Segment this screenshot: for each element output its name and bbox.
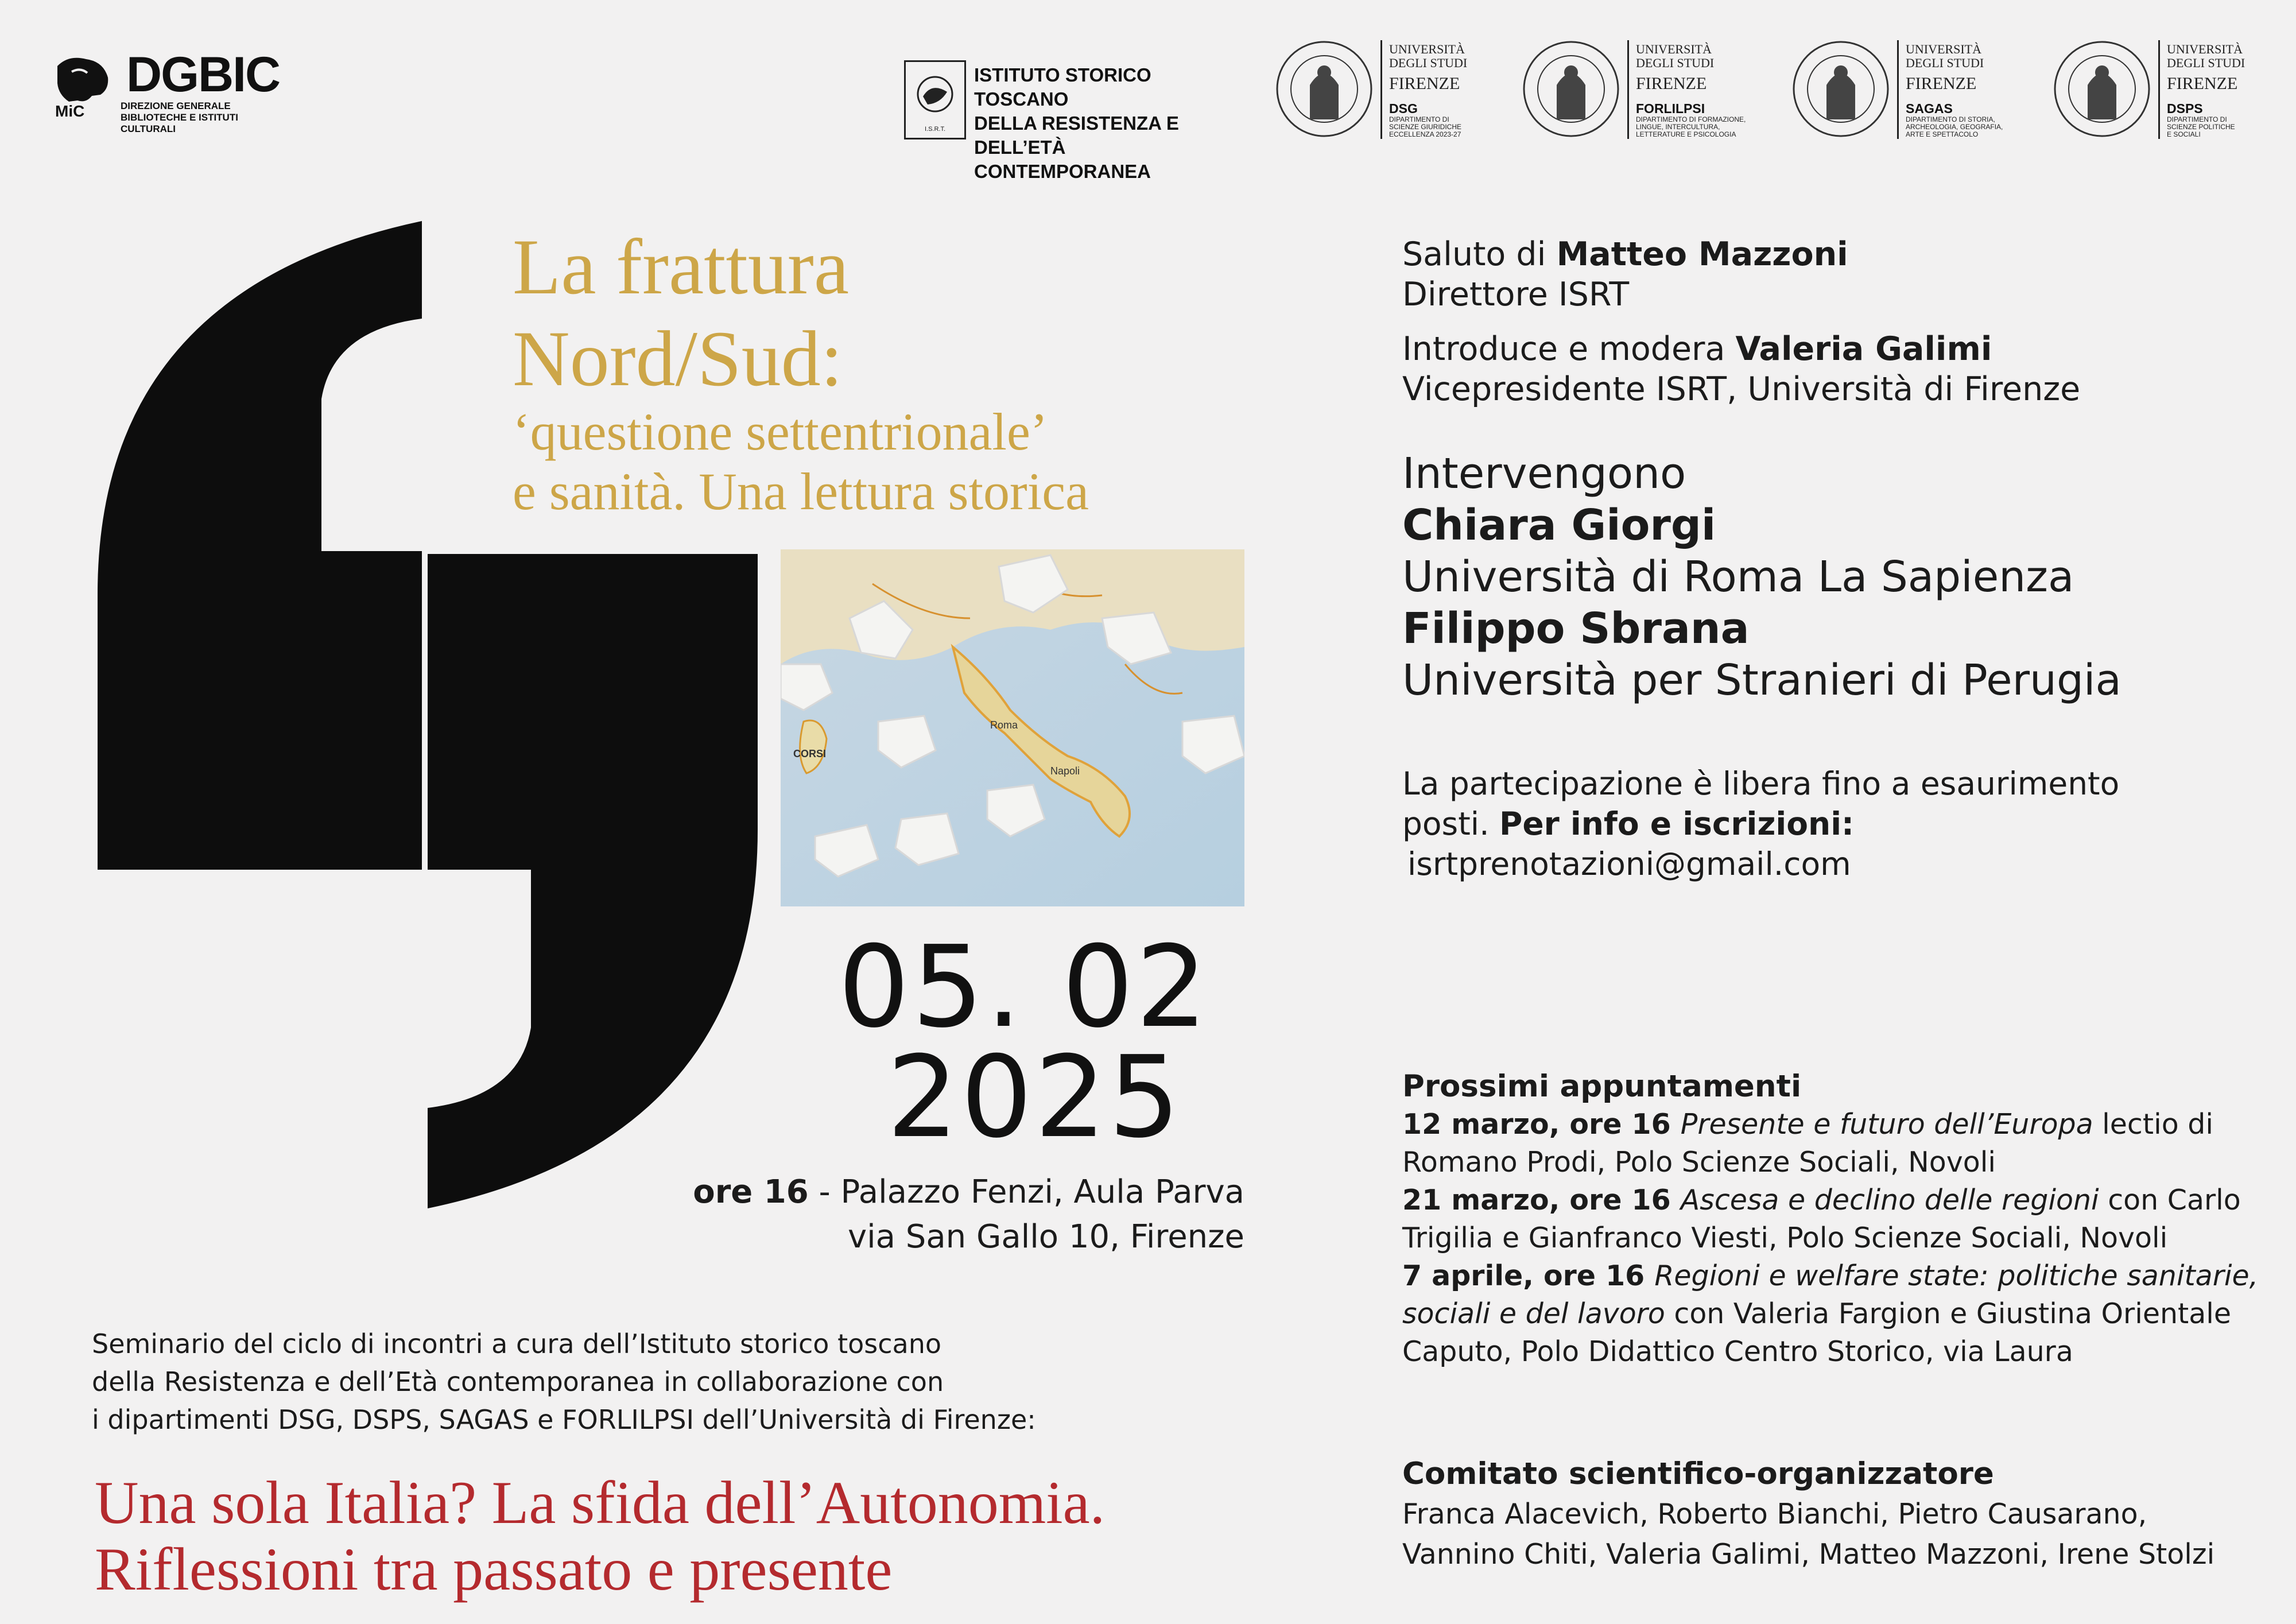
mic-lion-icon bbox=[52, 55, 112, 121]
unifi-city: FIRENZE bbox=[1906, 74, 1977, 93]
dgbic-subtitle: DIREZIONE GENERALE BIBLIOTECHE E ISTITUTI CULTURALI bbox=[121, 100, 238, 134]
speaker-affiliation: Università di Roma La Sapienza bbox=[1402, 552, 2074, 602]
unifi-seal-icon bbox=[2052, 39, 2152, 139]
unifi-city: FIRENZE bbox=[2167, 74, 2238, 93]
event-year: 2025 bbox=[887, 1032, 1182, 1163]
svg-text:I.S.R.T.: I.S.R.T. bbox=[924, 126, 946, 133]
upcoming-events: Prossimi appuntamenti 12 marzo, ore 16 Presente e futuro dell’Europa lectio di Romano Prodi, Polo Scienze Sociali, Novoli 21 marzo, ore 16 Ascesa e declino delle regioni con Carlo Trigilia e Gianfranco Viesti, Polo Scienze Sociali, Novoli 7 aprile, ore 16 Regioni e welfare state: politiche sanitarie, sociali e del lavoro con Valeria Fargion e Giustina Orientale Caputo, Polo Didattico Centro Storico, via Laura bbox=[1402, 1069, 2259, 1368]
welcome-speaker: Saluto di Matteo Mazzoni Direttore ISRT bbox=[1402, 235, 1848, 313]
upcoming-heading: Prossimi appuntamenti bbox=[1402, 1069, 1802, 1104]
dept-code: DSPS bbox=[2167, 101, 2203, 116]
svg-text:CORSI: CORSI bbox=[793, 748, 827, 759]
dept-name: DIPARTIMENTO DI SCIENZE GIURIDICHE ECCELLENZA 2023-27 bbox=[1389, 115, 1462, 138]
unifi-name: UNIVERSITÀ DEGLI STUDI bbox=[1636, 42, 1715, 70]
unifi-name: UNIVERSITÀ DEGLI STUDI bbox=[1906, 42, 1984, 70]
speaker-name: Filippo Sbrana bbox=[1402, 604, 1750, 653]
unifi-dsg-logo bbox=[1274, 39, 1507, 148]
upcoming-event: 7 aprile, ore 16 Regioni e welfare state: politiche sanitarie, bbox=[1402, 1259, 2259, 1292]
unifi-seal-icon bbox=[1791, 39, 1891, 139]
event-date: 05. 02 bbox=[838, 922, 1210, 1053]
isrt-logo bbox=[904, 60, 1225, 182]
moderator: Introduce e modera Valeria Galimi Vicepresidente ISRT, Università di Firenze bbox=[1402, 330, 2081, 408]
scientific-committee: Comitato scientifico-organizzatore Franca Alacevich, Roberto Bianchi, Pietro Causarano, Vannino Chiti, Valeria Galimi, Matteo Mazzoni, Irene Stolzi bbox=[1402, 1454, 2214, 1575]
seminar-description: Seminario del ciclo di incontri a cura dell’Istituto storico toscano della Resistenza e dell’Età contemporanea in collaborazione con i dipartimenti DSG, DSPS, SAGAS e FORLILPSI dell’Università di Firenze: bbox=[92, 1328, 1036, 1435]
dept-code: SAGAS bbox=[1906, 101, 1953, 116]
unifi-city: FIRENZE bbox=[1389, 74, 1460, 93]
event-title-subtitle: ‘questione settentrionale’ e sanità. Una lettura storica bbox=[513, 402, 1089, 521]
svg-text:Roma: Roma bbox=[990, 719, 1018, 731]
logo-divider bbox=[1380, 40, 1382, 139]
upcoming-event: 21 marzo, ore 16 Ascesa e declino delle regioni con Carlo bbox=[1402, 1184, 2241, 1216]
unifi-seal-icon bbox=[1274, 39, 1375, 139]
logo-divider bbox=[2158, 40, 2160, 139]
dgbic-logo bbox=[52, 47, 293, 134]
speakers-heading: Intervengono bbox=[1402, 449, 1686, 498]
series-title: Una sola Italia? La sfida dell’Autonomia. Riflessioni tra passato e presente bbox=[95, 1469, 1106, 1603]
logo-divider bbox=[1627, 40, 1629, 139]
registration-email[interactable]: isrtprenotazioni@gmail.com bbox=[1407, 846, 1851, 882]
upcoming-event: 12 marzo, ore 16 Presente e futuro dell’Europa lectio di bbox=[1402, 1108, 2213, 1141]
logo-divider bbox=[1897, 40, 1899, 139]
unifi-sagas-logo bbox=[1791, 39, 2023, 148]
unifi-dsps-logo bbox=[2052, 39, 2285, 148]
dgbic-name: DGBIC bbox=[126, 47, 280, 102]
dept-code: FORLILPSI bbox=[1636, 101, 1705, 116]
unifi-name: UNIVERSITÀ DEGLI STUDI bbox=[1389, 42, 1468, 70]
unifi-seal-icon bbox=[1521, 39, 1622, 139]
event-title-main: La frattura Nord/Sud: bbox=[513, 223, 850, 402]
speaker-name: Chiara Giorgi bbox=[1402, 501, 1716, 550]
event-time: ore 16 bbox=[693, 1173, 809, 1211]
committee-heading: Comitato scientifico-organizzatore bbox=[1402, 1456, 1994, 1491]
mic-text: MiC bbox=[55, 102, 85, 120]
svg-text:Napoli: Napoli bbox=[1050, 765, 1080, 777]
unifi-city: FIRENZE bbox=[1636, 74, 1707, 93]
event-location: ore 16 - Palazzo Fenzi, Aula Parva via San Gallo 10, Firenze bbox=[693, 1173, 1244, 1255]
isrt-name: ISTITUTO STORICO TOSCANO DELLA RESISTENZA E DELL’ETÀ CONTEMPORANEA bbox=[974, 64, 1179, 182]
dept-name: DIPARTIMENTO DI SCIENZE POLITICHE E SOCIALI bbox=[2167, 115, 2235, 138]
unifi-name: UNIVERSITÀ DEGLI STUDI bbox=[2167, 42, 2245, 70]
dept-name: DIPARTIMENTO DI STORIA, ARCHEOLOGIA, GEOGRAFIA, ARTE E SPETTACOLO bbox=[1906, 115, 2003, 138]
unifi-forlilpsi-logo bbox=[1521, 39, 1754, 148]
dept-code: DSG bbox=[1389, 101, 1418, 116]
speakers-list bbox=[1402, 448, 2122, 706]
dept-name: DIPARTIMENTO DI FORMAZIONE, LINGUE, INTERCULTURA, LETTERATURE E PSICOLOGIA bbox=[1636, 115, 1746, 138]
speaker-affiliation: Università per Stranieri di Perugia bbox=[1402, 656, 2122, 705]
isrt-emblem-icon bbox=[904, 60, 966, 139]
registration-info: La partecipazione è libera fino a esaurimento posti. Per info e iscrizioni: bbox=[1402, 765, 2120, 842]
italy-puzzle-map-image bbox=[781, 549, 1244, 906]
